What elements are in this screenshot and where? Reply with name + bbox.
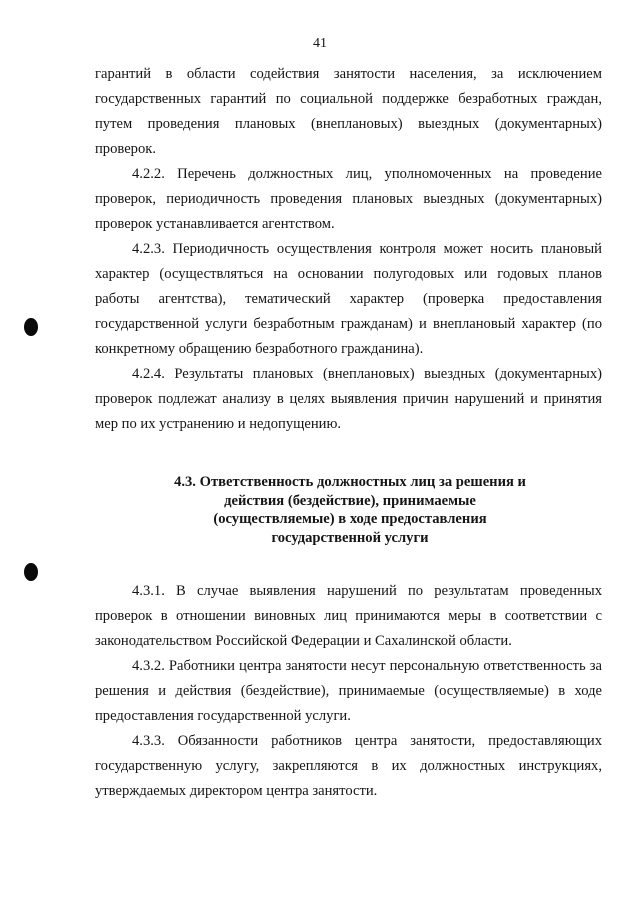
paragraph-4-2-2: 4.2.2. Перечень должностных лиц, уполномоченных на проведение проверок, периодичность проведения плановых выездных (документарных) проверок устанавливается агентством. xyxy=(95,166,602,232)
paragraph-4-3-3: 4.3.3. Обязанности работников центра занятости, предоставляющих государственную услугу, закрепляются в их должностных инструкциях, утверждаемых директором центра занятости. xyxy=(95,733,602,799)
paragraph-continuation: гарантий в области содействия занятости населения, за исключением государственных гарантий по социальной поддержке безработных граждан, путем проведения плановых (внеплановых) выездных (документарных) проверок. xyxy=(95,66,602,157)
document-body xyxy=(95,62,602,804)
paragraph-4-3-1: 4.3.1. В случае выявления нарушений по результатам проведенных проверок в отношении виновных лиц принимаются меры в соответствии с законодательством Российской Федерации и Сахалинской области. xyxy=(95,583,602,649)
paragraph-4-2-3: 4.2.3. Периодичность осуществления контроля может носить плановый характер (осуществляться на основании полугодовых или годовых планов работы агентства), тематический характер (проверка предоставления государственной услуги безработным гражданам) и внеплановый характер (по конкретному обращению безработного гражданина). xyxy=(95,241,602,357)
punch-hole-upper xyxy=(24,318,38,336)
punch-hole-lower xyxy=(24,563,38,581)
section-heading-4-3: 4.3. Ответственность должностных лиц за решения и действия (бездействие), принимаемые (осуществляемые) в ходе предоставления государственной услуги xyxy=(174,474,526,546)
paragraph-4-3-2: 4.3.2. Работники центра занятости несут персональную ответственность за решения и действия (бездействие), принимаемые (осуществляемые) в ходе предоставления государственной услуги. xyxy=(95,658,602,724)
page-number: 41 xyxy=(313,36,327,51)
paragraph-4-2-4: 4.2.4. Результаты плановых (внеплановых) выездных (документарных) проверок подлежат анализу в целях выявления причин нарушений и принятия мер по их устранению и недопущению. xyxy=(95,366,602,432)
